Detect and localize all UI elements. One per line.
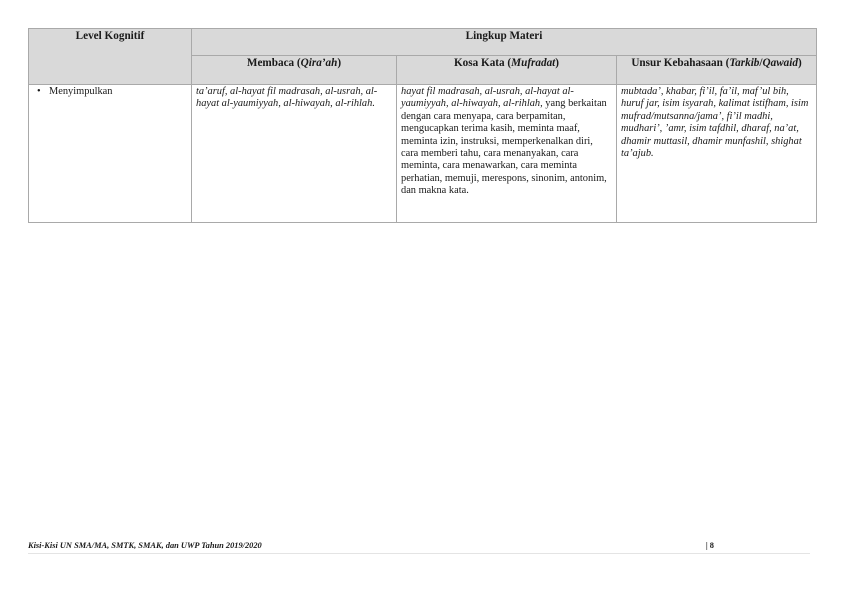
cell-kosa-kata: hayat fil madrasah, al-usrah, al-hayat al-yaumiyyah, al-hiwayah, al-rihlah, yang berkaitan dengan cara menyapa, cara berpamitan, mengucapkan terima kasih, meminta maaf, meminta izin, instruksi, memperkenalkan diri, cara memberi tahu, cara menanyakan, cara meminta, cara menawarkan, cara meminta perhatian, memuji, merespons, sinonim, antonim, dan makna kata. (397, 85, 617, 223)
page-number: | 8 (705, 541, 714, 550)
header-kosa-kata: Kosa Kata (Mufradat) (397, 56, 617, 85)
page-footer (28, 541, 810, 554)
material-table (28, 28, 817, 223)
level-text: Menyimpulkan (49, 86, 113, 97)
cell-level (29, 85, 192, 223)
header-level-kognitif: Level Kognitif (29, 29, 192, 85)
header-membaca: Membaca (Qira’ah) (192, 56, 397, 85)
bullet-icon: • (37, 86, 41, 97)
cell-unsur-kebahasaan: mubtada’, khabar, fi’il, fa’il, maf’ul bih, huruf jar, isim isyarah, kalimat istifham, isim mufrad/mutsanna/jama’, fi’il madhi, mudhari’, ’amr, isim tafdhil, dharaf, na’at, dhamir muttasil, dhamir munfashil, shighat ta’ajub. (617, 85, 817, 223)
table-row (29, 85, 817, 223)
header-unsur-kebahasaan: Unsur Kebahasaan (Tarkib/Qawaid) (617, 56, 817, 85)
header-lingkup-materi: Lingkup Materi (192, 29, 817, 56)
cell-membaca: ta’aruf, al-hayat fil madrasah, al-usrah, al-hayat al-yaumiyyah, al-hiwayah, al-rihlah. (192, 85, 397, 223)
footer-text: Kisi-Kisi UN SMA/MA, SMTK, SMAK, dan UWP Tahun 2019/2020 (28, 541, 262, 550)
